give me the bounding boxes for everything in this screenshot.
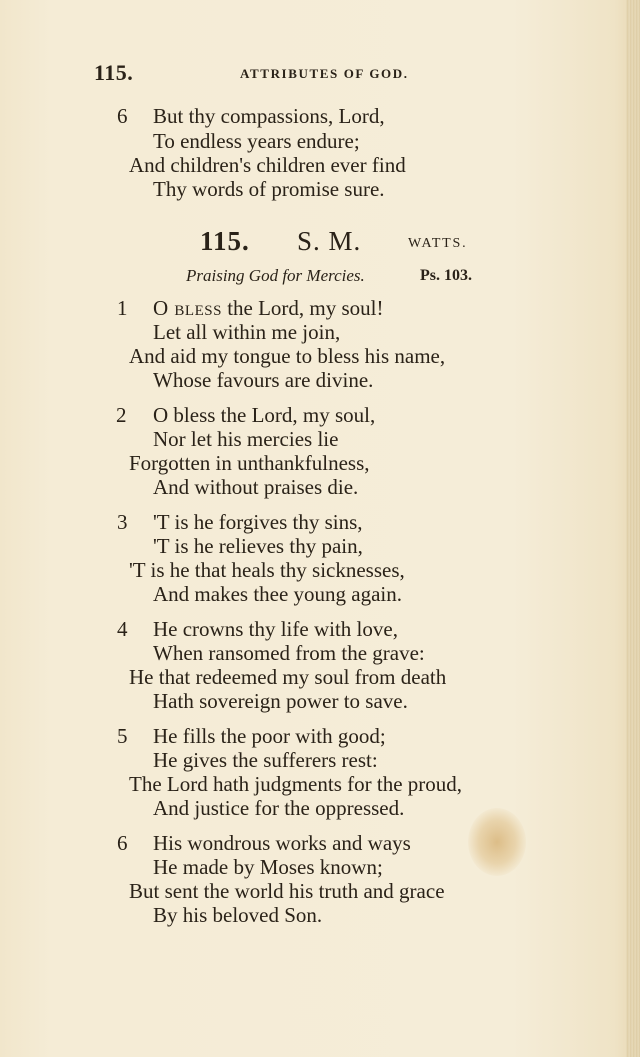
stanza-number: 2 bbox=[116, 403, 127, 427]
verse-line: Nor let his mercies lie bbox=[153, 427, 339, 451]
hymn-subtitle: Praising God for Mercies. bbox=[186, 266, 365, 285]
verse-line: To endless years endure; bbox=[153, 129, 360, 153]
verse-line: 'T is he that heals thy sicknesses, bbox=[129, 558, 405, 582]
stanza-number: 1 bbox=[117, 296, 128, 320]
verse-line: Hath sovereign power to save. bbox=[153, 689, 408, 713]
verse-line: By his beloved Son. bbox=[153, 903, 323, 927]
hymn-meter: S. M. bbox=[297, 226, 362, 256]
foxing-stain bbox=[468, 808, 526, 876]
verse-line: O bless the Lord, my soul, bbox=[153, 403, 376, 427]
verse-line: He gives the sufferers rest: bbox=[153, 748, 378, 772]
verse-line: And aid my tongue to bless his name, bbox=[129, 344, 446, 368]
verse-line: And children's children ever find bbox=[129, 153, 406, 177]
stanza-number: 4 bbox=[117, 617, 128, 641]
verse-line: But sent the world his truth and grace bbox=[129, 879, 445, 903]
stanza-number: 6 bbox=[117, 831, 128, 855]
stanza-number: 5 bbox=[117, 724, 128, 748]
verse-line: Whose favours are divine. bbox=[153, 368, 374, 392]
hymn-number: 115. bbox=[200, 226, 250, 256]
verse-line: The Lord hath judgments for the proud, bbox=[129, 772, 463, 796]
page-header bbox=[0, 60, 640, 90]
verse-line: Let all within me join, bbox=[153, 320, 341, 344]
verse-line: And makes thee young again. bbox=[153, 582, 403, 606]
verse-line: Thy words of promise sure. bbox=[153, 177, 385, 201]
page-edge bbox=[626, 0, 640, 1057]
verse-line: Forgotten in unthankfulness, bbox=[129, 451, 370, 475]
verse-line: 'T is he forgives thy sins, bbox=[153, 510, 363, 534]
verse-line: And without praises die. bbox=[153, 475, 359, 499]
page-number: 115. bbox=[94, 60, 134, 85]
verse-line-rest: the Lord, my soul! bbox=[221, 296, 384, 320]
stanza-number: 3 bbox=[117, 510, 128, 534]
verse-line: He fills the poor with good; bbox=[153, 724, 386, 748]
verse-line bbox=[153, 296, 384, 321]
hymn-author: WATTS. bbox=[408, 236, 468, 251]
verse-line: And justice for the oppressed. bbox=[153, 796, 405, 820]
psalm-reference: Ps. 103. bbox=[420, 267, 472, 284]
verse-line: He crowns thy life with love, bbox=[153, 617, 398, 641]
first-words-small-caps: O bless bbox=[153, 296, 222, 320]
running-title: ATTRIBUTES OF GOD. bbox=[240, 66, 409, 81]
verse-line: 'T is he relieves thy pain, bbox=[153, 534, 363, 558]
verse-line: He that redeemed my soul from death bbox=[129, 665, 447, 689]
stanza-number: 6 bbox=[117, 104, 128, 128]
verse-line: When ransomed from the grave: bbox=[153, 641, 425, 665]
verse-line: He made by Moses known; bbox=[153, 855, 383, 879]
verse-line: But thy compassions, Lord, bbox=[153, 104, 385, 128]
verse-line: His wondrous works and ways bbox=[153, 831, 411, 855]
